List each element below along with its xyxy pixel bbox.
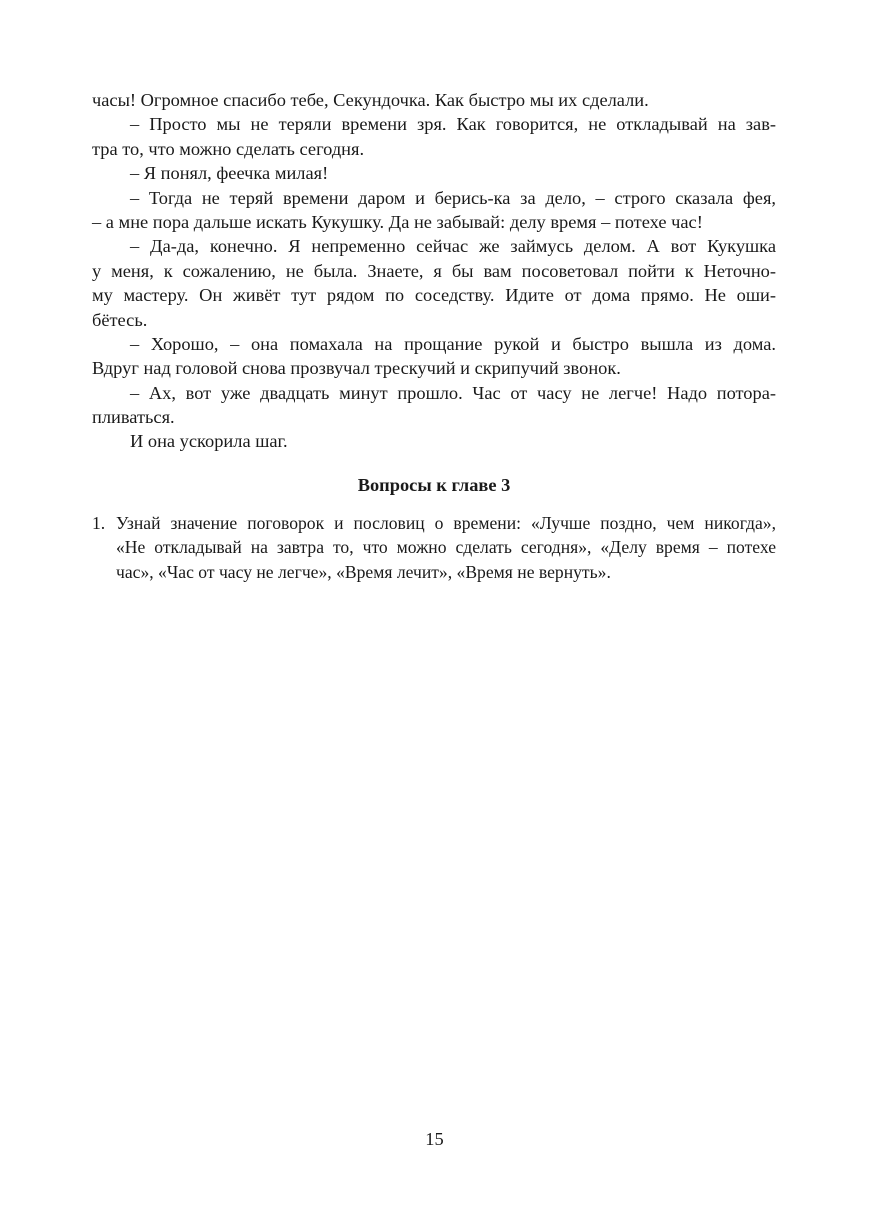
page-number: 15 xyxy=(425,1129,444,1149)
body-line: – Просто мы не теряли времени зря. Как говорится, не откладывай на зав- xyxy=(130,114,776,135)
question-line: час», «Час от часу не легче», «Время лечит», «Время не вернуть». xyxy=(116,561,611,582)
body-line: – Да-да, конечно. Я непременно сейчас же займусь делом. А вот Кукушка xyxy=(130,236,776,257)
body-line: – Ах, вот уже двадцать минут прошло. Час от часу не легче! Надо потора- xyxy=(130,382,776,403)
question-number: 1. xyxy=(92,512,106,533)
body-line: часы! Огромное спасибо тебе, Секундочка. Как быстро мы их сделали. xyxy=(92,90,649,110)
page-content xyxy=(92,88,776,584)
question-item xyxy=(92,511,776,584)
body-line: И она ускорила шаг. xyxy=(130,431,288,452)
body-line: – Хорошо, – она помахала на прощание рукой и быстро вышла из дома. xyxy=(130,333,776,354)
body-line: у меня, к сожалению, не была. Знаете, я бы вам посоветовал пойти к Неточно- xyxy=(92,260,776,281)
question-line: «Не откладывай на завтра то, что можно сделать сегодня», «Делу время – потехе xyxy=(116,537,776,558)
body-line: – а мне пора дальше искать Кукушку. Да не забывай: делу время – потехе час! xyxy=(92,211,703,232)
body-line: – Тогда не теряй времени даром и берись-ка за дело, – строго сказала фея, xyxy=(130,187,776,208)
body-line: Вдруг над головой снова прозвучал трескучий и скрипучий звонок. xyxy=(92,358,621,379)
body-line: му мастеру. Он живёт тут рядом по соседству. Идите от дома прямо. Не оши- xyxy=(92,285,776,306)
body-line: бётесь. xyxy=(92,309,148,330)
body-line: пливаться. xyxy=(92,407,175,428)
section-heading: Вопросы к главе 3 xyxy=(357,474,511,495)
question-line: Узнай значение поговорок и пословиц о времени: «Лучше поздно, чем никогда», xyxy=(116,512,776,533)
body-line: – Я понял, феечка милая! xyxy=(130,163,329,184)
body-line: тра то, что можно сделать сегодня. xyxy=(92,138,365,159)
